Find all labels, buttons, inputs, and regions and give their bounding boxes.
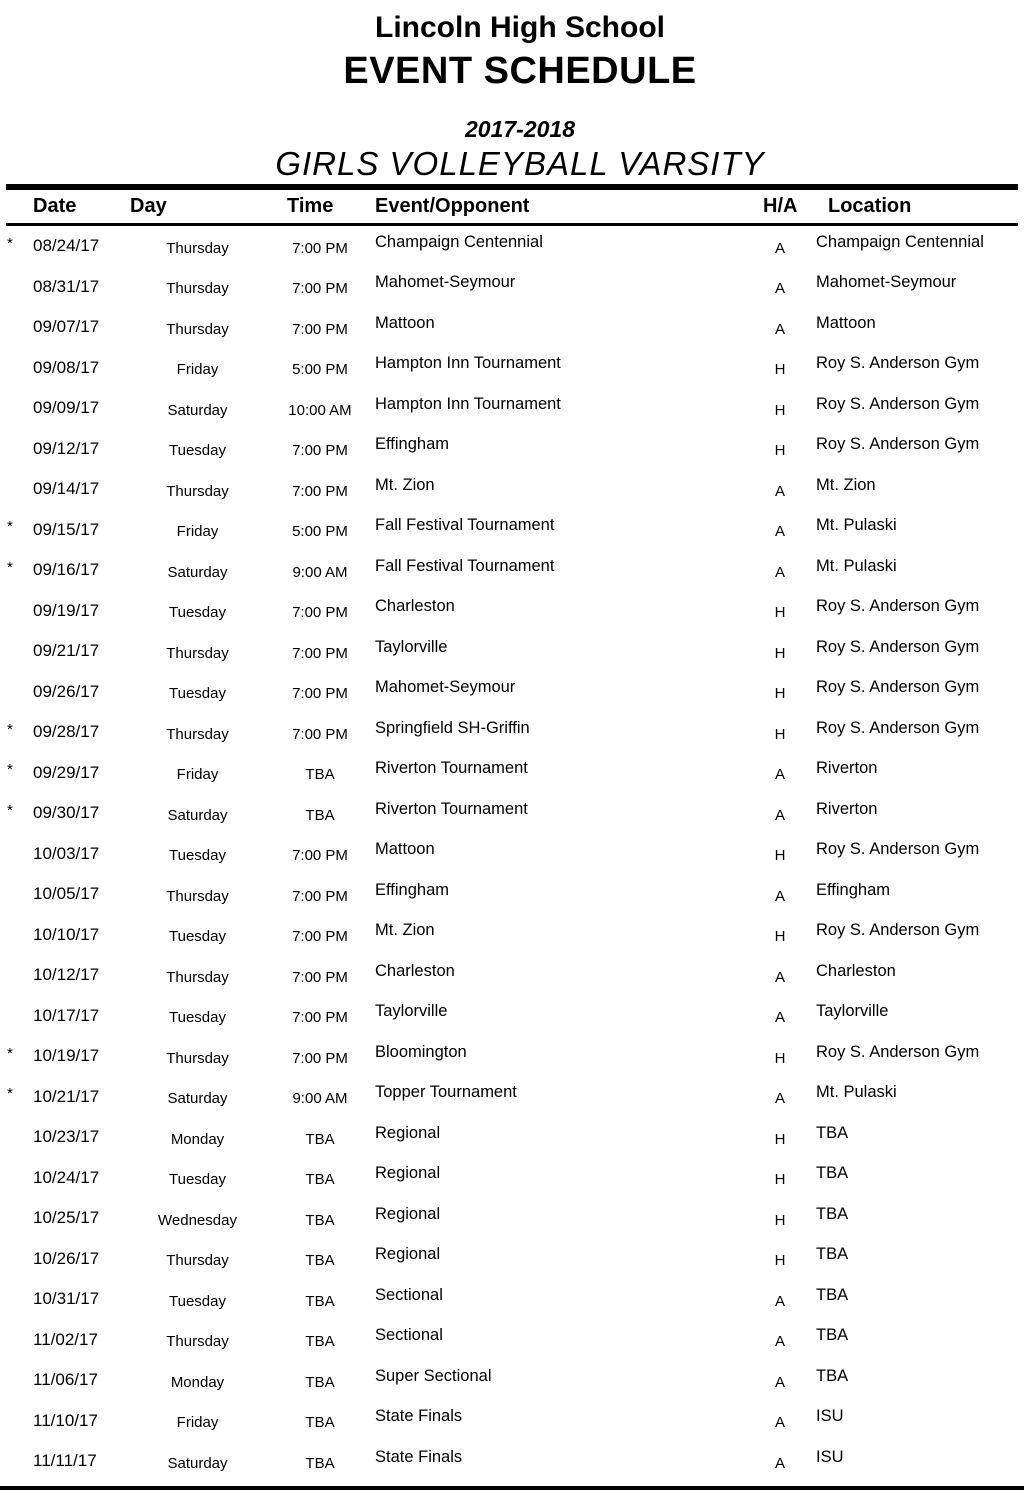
cell-date: 08/31/17 [33,276,100,296]
cell-day: Tuesday [169,847,226,865]
table-row [0,1320,1024,1361]
cell-event: Springfield SH-Griffin [375,718,530,737]
cell-event: Champaign Centennial [375,232,543,251]
cell-date: 10/19/17 [33,1046,100,1066]
cell-location: Mahomet-Seymour [816,273,957,292]
cell-time: TBA [305,1454,335,1472]
cell-location: Roy S. Anderson Gym [816,678,980,697]
table-row [0,226,1024,267]
cell-location: Charleston [816,961,896,980]
cell-event: Mahomet-Seymour [375,273,516,292]
cell-time: TBA [305,1373,335,1391]
cell-day: Thursday [166,1333,229,1351]
cell-location: Roy S. Anderson Gym [816,637,980,656]
cell-time: 7:00 PM [292,685,348,703]
table-row [0,793,1024,834]
cell-time: 5:00 PM [292,361,348,379]
cell-date: 08/24/17 [33,236,100,256]
cell-ha: H [774,847,786,865]
cell-event: Sectional [375,1326,443,1345]
cell-ha: A [774,320,785,338]
cell-time: TBA [305,766,335,784]
cell-day: Tuesday [169,1292,226,1310]
cell-date: 11/06/17 [33,1370,98,1390]
cell-date: 09/15/17 [33,519,100,539]
cell-day: Saturday [167,401,228,419]
table-row [0,510,1024,551]
cell-ha: H [774,1211,786,1229]
away-game-star: * [7,234,13,252]
away-game-star: * [7,801,13,819]
cell-location: Roy S. Anderson Gym [816,840,980,859]
table-row [0,915,1024,956]
cell-day: Thursday [166,968,229,986]
table-row [0,1117,1024,1158]
cell-time: 7:00 PM [292,1009,348,1027]
column-header-ha: H/A [763,195,798,217]
column-header-event: Event/Opponent [375,195,530,217]
cell-time: 7:00 PM [292,887,348,905]
cell-date: 10/31/17 [33,1289,100,1309]
cell-date: 10/26/17 [33,1248,100,1268]
cell-ha: H [774,1252,786,1270]
cell-event: Regional [375,1123,441,1142]
cell-day: Thursday [166,644,229,662]
cell-ha: A [774,1373,785,1391]
cell-date: 09/29/17 [33,762,100,782]
cell-time: TBA [305,1292,335,1310]
cell-ha: H [774,1171,786,1189]
cell-event: Riverton Tournament [375,799,528,818]
cell-time: TBA [305,1211,335,1229]
cell-date: 09/16/17 [33,560,100,580]
team-subtitle: GIRLS VOLLEYBALL VARSITY [275,144,765,182]
cell-event: Hampton Inn Tournament [375,354,561,373]
table-row [0,591,1024,632]
cell-event: Bloomington [375,1042,467,1061]
cell-ha: A [774,280,785,298]
cell-location: Roy S. Anderson Gym [816,435,980,454]
cell-date: 10/05/17 [33,884,100,904]
cell-ha: A [774,1090,785,1108]
cell-location: TBA [816,1164,849,1183]
cell-time: 7:00 PM [292,482,348,500]
cell-event: Charleston [375,961,455,980]
table-row [0,307,1024,348]
cell-location: Champaign Centennial [816,232,984,251]
cell-location: Taylorville [816,1002,889,1021]
table-row [0,1239,1024,1280]
away-game-star: * [7,1085,13,1103]
cell-time: 10:00 AM [288,401,352,419]
cell-day: Thursday [166,320,229,338]
cell-time: 9:00 AM [292,563,348,581]
cell-ha: A [774,1333,785,1351]
cell-ha: H [774,361,786,379]
cell-event: Regional [375,1245,441,1264]
cell-event: Taylorville [375,1002,448,1021]
cell-ha: A [774,523,785,541]
away-game-star: * [7,720,13,738]
cell-time: TBA [305,1171,335,1189]
cell-time: TBA [305,806,335,824]
cell-location: TBA [816,1123,849,1142]
away-game-star: * [7,518,13,536]
cell-event: Super Sectional [375,1366,492,1385]
column-header-date: Date [33,195,77,217]
table-row [0,1158,1024,1199]
cell-ha: H [774,644,786,662]
table-row [0,955,1024,996]
cell-date: 09/14/17 [33,479,100,499]
away-game-star: * [7,761,13,779]
cell-ha: A [774,482,785,500]
cell-location: Roy S. Anderson Gym [816,718,980,737]
cell-day: Tuesday [169,442,226,460]
cell-day: Tuesday [169,928,226,946]
cell-time: 5:00 PM [292,523,348,541]
cell-day: Tuesday [169,604,226,622]
cell-location: Mt. Zion [816,475,876,494]
table-row [0,388,1024,429]
table-row [0,1279,1024,1320]
cell-date: 11/11/17 [33,1451,97,1471]
cell-time: 7:00 PM [292,604,348,622]
cell-location: ISU [816,1407,844,1426]
cell-ha: H [774,928,786,946]
table-row [0,1077,1024,1118]
cell-day: Thursday [166,1049,229,1067]
table-row [0,996,1024,1037]
cell-time: 7:00 PM [292,280,348,298]
cell-date: 10/17/17 [33,1005,100,1025]
cell-date: 10/10/17 [33,924,100,944]
cell-location: ISU [816,1447,844,1466]
cell-time: 7:00 PM [292,239,348,257]
cell-date: 09/08/17 [33,357,100,377]
cell-ha: A [774,1009,785,1027]
season-year: 2017-2018 [465,116,575,143]
cell-day: Thursday [166,239,229,257]
cell-day: Saturday [167,563,228,581]
cell-time: 7:00 PM [292,320,348,338]
cell-time: 7:00 PM [292,847,348,865]
bottom-rule [0,1486,1024,1490]
cell-location: Mt. Pulaski [816,1083,897,1102]
cell-day: Saturday [167,1090,228,1108]
cell-location: TBA [816,1245,849,1264]
cell-day: Wednesday [158,1211,237,1229]
cell-event: Charleston [375,597,455,616]
table-row [0,631,1024,672]
cell-day: Thursday [166,280,229,298]
cell-event: Effingham [375,435,449,454]
cell-ha: H [774,725,786,743]
cell-event: State Finals [375,1407,463,1426]
cell-event: Effingham [375,880,449,899]
cell-day: Thursday [166,725,229,743]
cell-location: TBA [816,1204,849,1223]
cell-day: Tuesday [169,1009,226,1027]
cell-day: Thursday [166,482,229,500]
cell-event: Sectional [375,1285,443,1304]
cell-date: 09/28/17 [33,722,100,742]
cell-location: Roy S. Anderson Gym [816,1042,980,1061]
cell-ha: A [774,887,785,905]
cell-date: 10/12/17 [33,965,100,985]
cell-time: 7:00 PM [292,725,348,743]
cell-location: Roy S. Anderson Gym [816,921,980,940]
cell-date: 09/21/17 [33,641,100,661]
table-row [0,1441,1024,1482]
cell-location: TBA [816,1285,849,1304]
table-row [0,429,1024,470]
cell-day: Monday [170,1373,225,1391]
table-row [0,1198,1024,1239]
cell-location: Roy S. Anderson Gym [816,354,980,373]
cell-location: Mt. Pulaski [816,556,897,575]
cell-ha: A [774,563,785,581]
cell-location: Roy S. Anderson Gym [816,394,980,413]
cell-event: Riverton Tournament [375,759,528,778]
cell-event: Mt. Zion [375,921,435,940]
cell-location: TBA [816,1366,849,1385]
cell-date: 10/23/17 [33,1127,100,1147]
document-header [0,0,1024,184]
cell-ha: H [774,685,786,703]
cell-date: 11/02/17 [33,1329,98,1349]
cell-event: Fall Festival Tournament [375,556,555,575]
cell-event: Regional [375,1204,441,1223]
cell-day: Thursday [166,1252,229,1270]
cell-time: 9:00 AM [292,1090,348,1108]
cell-event: Topper Tournament [375,1083,517,1102]
table-header-row [0,190,1024,223]
cell-time: 7:00 PM [292,442,348,460]
school-name: Lincoln High School [375,11,665,44]
cell-location: Riverton [816,759,878,778]
table-body [0,226,1024,1482]
table-row [0,348,1024,389]
cell-date: 10/21/17 [33,1086,100,1106]
cell-day: Monday [170,1130,225,1148]
cell-day: Tuesday [169,1171,226,1189]
cell-time: TBA [305,1130,335,1148]
cell-time: TBA [305,1333,335,1351]
cell-ha: H [774,1130,786,1148]
cell-event: Taylorville [375,637,448,656]
cell-ha: A [774,239,785,257]
cell-ha: H [774,442,786,460]
cell-day: Friday [176,1414,219,1432]
column-header-time: Time [287,195,334,217]
cell-ha: H [774,401,786,419]
cell-day: Friday [176,523,219,541]
column-header-day: Day [130,195,167,217]
cell-time: TBA [305,1252,335,1270]
cell-time: TBA [305,1414,335,1432]
cell-time: 7:00 PM [292,968,348,986]
away-game-star: * [7,558,13,576]
cell-event: Mahomet-Seymour [375,678,516,697]
table-row [0,834,1024,875]
cell-date: 09/09/17 [33,398,100,418]
table-row [0,712,1024,753]
cell-event: Mattoon [375,840,435,859]
table-row [0,469,1024,510]
cell-ha: A [774,806,785,824]
cell-location: Effingham [816,880,890,899]
cell-event: State Finals [375,1447,463,1466]
cell-ha: H [774,604,786,622]
cell-location: Mt. Pulaski [816,516,897,535]
cell-date: 10/03/17 [33,843,100,863]
cell-location: TBA [816,1326,849,1345]
cell-ha: A [774,1292,785,1310]
cell-date: 09/07/17 [33,317,100,337]
table-row [0,1401,1024,1442]
table-row [0,267,1024,308]
table-row [0,550,1024,591]
table-row [0,672,1024,713]
table-row [0,753,1024,794]
cell-event: Fall Festival Tournament [375,516,555,535]
document-title: EVENT SCHEDULE [343,49,697,92]
cell-event: Regional [375,1164,441,1183]
away-game-star: * [7,1044,13,1062]
cell-date: 10/25/17 [33,1208,100,1228]
cell-date: 09/26/17 [33,681,100,701]
column-header-location: Location [828,195,912,217]
cell-day: Friday [176,361,219,379]
cell-date: 10/24/17 [33,1167,100,1187]
cell-location: Mattoon [816,313,876,332]
cell-ha: A [774,1414,785,1432]
table-row [0,1360,1024,1401]
cell-day: Friday [176,766,219,784]
cell-event: Hampton Inn Tournament [375,394,561,413]
cell-ha: A [774,766,785,784]
cell-ha: A [774,1454,785,1472]
cell-date: 11/10/17 [33,1410,98,1430]
cell-time: 7:00 PM [292,644,348,662]
cell-event: Mt. Zion [375,475,435,494]
cell-date: 09/30/17 [33,803,100,823]
cell-day: Saturday [167,806,228,824]
cell-day: Saturday [167,1454,228,1472]
cell-location: Riverton [816,799,878,818]
table-row [0,1036,1024,1077]
cell-time: 7:00 PM [292,928,348,946]
cell-date: 09/19/17 [33,600,100,620]
cell-location: Roy S. Anderson Gym [816,597,980,616]
cell-ha: H [774,1049,786,1067]
cell-day: Tuesday [169,685,226,703]
table-row [0,874,1024,915]
cell-ha: A [774,968,785,986]
cell-date: 09/12/17 [33,438,100,458]
cell-day: Thursday [166,887,229,905]
cell-time: 7:00 PM [292,1049,348,1067]
cell-event: Mattoon [375,313,435,332]
